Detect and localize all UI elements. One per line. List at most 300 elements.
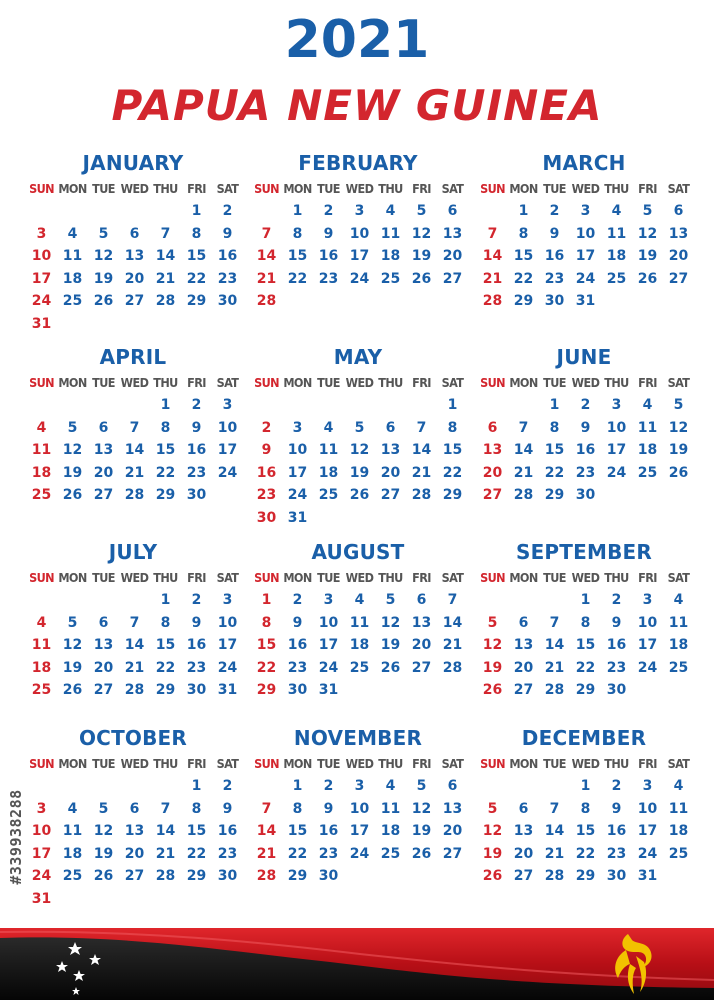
day-cell: 21 (124, 659, 145, 676)
day-cell: 17 (637, 637, 658, 653)
day-cell: 20 (442, 248, 463, 264)
day-cell: 28 (124, 487, 145, 503)
day-blank (313, 394, 344, 417)
day-cell: 10 (637, 614, 658, 631)
weekday-header-sat: SAT (667, 375, 690, 390)
day-cell: 1 (580, 592, 591, 608)
day-cell: 13 (513, 637, 534, 653)
weekday-header-sun: SUN (480, 756, 505, 771)
month-name: JULY (108, 540, 158, 564)
day-blank (477, 394, 508, 417)
day-cell: 23 (186, 464, 207, 481)
weekday-header-mon: MON (509, 570, 538, 585)
day-cell: 14 (124, 442, 145, 458)
day-cell: 14 (256, 823, 277, 839)
day-cell: 22 (513, 270, 534, 287)
day-cell: 16 (318, 823, 339, 839)
day-cell: 7 (416, 419, 427, 436)
day-cell: 23 (318, 845, 339, 862)
day-cell: 31 (31, 890, 52, 907)
day-cell: 27 (442, 270, 463, 287)
day-cell: 16 (606, 823, 627, 839)
day-blank (477, 200, 508, 223)
day-cell: 17 (217, 442, 238, 458)
weekday-header-fri: FRI (638, 570, 657, 585)
day-cell: 15 (544, 442, 565, 458)
day-cell: 9 (580, 419, 591, 436)
day-cell: 23 (606, 845, 627, 862)
day-cell: 13 (482, 442, 503, 458)
day-cell: 2 (323, 778, 334, 794)
weekday-header-sat: SAT (216, 181, 239, 196)
day-cell: 7 (549, 614, 560, 631)
day-blank (251, 200, 282, 223)
day-blank (57, 775, 88, 798)
weekday-header-thu: THU (604, 375, 629, 390)
weekday-header-tue: TUE (543, 756, 566, 771)
day-cell: 6 (416, 592, 427, 608)
weekday-header-wed: WED (120, 756, 149, 771)
month-september (477, 537, 691, 702)
day-cell: 19 (482, 659, 503, 676)
day-cell: 7 (261, 800, 272, 817)
weekday-header-sat: SAT (441, 570, 464, 585)
day-cell: 2 (323, 203, 334, 219)
day-cell: 27 (380, 487, 401, 503)
weekday-header-sun: SUN (29, 756, 54, 771)
day-cell: 26 (668, 464, 689, 481)
day-cell: 7 (160, 225, 171, 242)
weekday-header-sat: SAT (216, 375, 239, 390)
day-cell: 27 (93, 682, 114, 698)
weekday-header-thu: THU (378, 375, 403, 390)
day-cell: 17 (31, 270, 52, 287)
day-cell: 14 (482, 248, 503, 264)
day-cell: 29 (442, 487, 463, 503)
day-cell: 5 (67, 614, 78, 631)
day-cell: 8 (518, 225, 529, 242)
day-cell: 31 (287, 509, 308, 526)
day-cell: 31 (318, 682, 339, 698)
day-cell: 6 (447, 203, 458, 219)
weekday-header-mon: MON (283, 570, 312, 585)
month-day-grid (26, 178, 240, 335)
day-cell: 18 (637, 442, 658, 458)
day-cell: 8 (160, 614, 171, 631)
day-cell: 24 (637, 845, 658, 862)
day-cell: 3 (611, 397, 622, 413)
day-cell: 17 (349, 823, 370, 839)
day-cell: 25 (380, 845, 401, 862)
day-cell: 11 (62, 248, 83, 264)
day-cell: 12 (349, 442, 370, 458)
weekday-header-wed: WED (345, 181, 374, 196)
day-cell: 11 (380, 225, 401, 242)
day-cell: 5 (673, 397, 684, 413)
day-cell: 20 (513, 659, 534, 676)
day-cell: 6 (518, 614, 529, 631)
day-cell: 26 (411, 845, 432, 862)
day-cell: 6 (487, 419, 498, 436)
weekday-header-thu: THU (378, 756, 403, 771)
weekday-header-thu: THU (153, 756, 178, 771)
day-blank (282, 394, 313, 417)
day-cell: 1 (191, 778, 202, 794)
day-cell: 2 (580, 397, 591, 413)
day-cell: 2 (292, 592, 303, 608)
weekday-header-sat: SAT (216, 570, 239, 585)
day-cell: 16 (544, 248, 565, 264)
day-cell: 5 (487, 614, 498, 631)
day-cell: 24 (217, 659, 238, 676)
day-cell: 28 (513, 487, 534, 503)
day-cell: 21 (482, 270, 503, 287)
weekday-header-fri: FRI (412, 181, 431, 196)
day-cell: 14 (411, 442, 432, 458)
day-cell: 29 (513, 293, 534, 309)
day-cell: 15 (256, 637, 277, 653)
day-cell: 26 (62, 487, 83, 503)
day-cell: 5 (642, 203, 653, 219)
day-cell: 10 (637, 800, 658, 817)
day-cell: 18 (380, 823, 401, 839)
day-cell: 20 (411, 637, 432, 653)
day-cell: 20 (442, 823, 463, 839)
weekday-header-fri: FRI (187, 375, 206, 390)
day-cell: 17 (31, 845, 52, 862)
day-blank (119, 200, 150, 223)
day-cell: 26 (93, 293, 114, 309)
day-cell: 16 (186, 442, 207, 458)
day-cell: 19 (668, 442, 689, 458)
day-cell: 9 (191, 419, 202, 436)
weekday-header-sat: SAT (441, 756, 464, 771)
day-cell: 31 (31, 315, 52, 332)
day-blank (57, 394, 88, 417)
day-blank (477, 775, 508, 798)
day-cell: 9 (611, 614, 622, 631)
weekday-header-wed: WED (120, 570, 149, 585)
day-cell: 4 (611, 203, 622, 219)
day-cell: 26 (637, 270, 658, 287)
day-cell: 23 (606, 659, 627, 676)
day-cell: 15 (575, 637, 596, 653)
month-day-grid (26, 753, 240, 910)
weekday-header-thu: THU (604, 756, 629, 771)
day-cell: 11 (668, 800, 689, 817)
day-cell: 31 (637, 868, 658, 884)
day-cell: 14 (256, 248, 277, 264)
day-cell: 17 (287, 464, 308, 481)
day-cell: 23 (256, 487, 277, 503)
day-cell: 12 (411, 800, 432, 817)
day-cell: 7 (518, 419, 529, 436)
day-cell: 4 (323, 419, 334, 436)
day-cell: 12 (380, 614, 401, 631)
day-cell: 8 (261, 614, 272, 631)
day-cell: 24 (287, 487, 308, 503)
day-blank (539, 775, 570, 798)
weekday-header-mon: MON (283, 375, 312, 390)
day-cell: 22 (287, 845, 308, 862)
day-cell: 2 (222, 203, 233, 219)
day-cell: 9 (191, 614, 202, 631)
day-cell: 16 (575, 442, 596, 458)
day-cell: 15 (155, 442, 176, 458)
day-cell: 14 (544, 823, 565, 839)
day-cell: 20 (380, 464, 401, 481)
day-cell: 30 (606, 868, 627, 884)
day-cell: 13 (442, 225, 463, 242)
day-cell: 2 (549, 203, 560, 219)
day-cell: 18 (380, 248, 401, 264)
flag-banner (0, 928, 714, 1000)
weekday-header-mon: MON (58, 570, 87, 585)
weekday-header-wed: WED (571, 375, 600, 390)
weekday-header-fri: FRI (187, 181, 206, 196)
day-cell: 13 (124, 248, 145, 264)
day-cell: 5 (354, 419, 365, 436)
day-cell: 3 (354, 203, 365, 219)
day-cell: 14 (155, 823, 176, 839)
day-cell: 17 (349, 248, 370, 264)
day-cell: 6 (98, 419, 109, 436)
day-cell: 10 (349, 800, 370, 817)
weekday-header-fri: FRI (412, 375, 431, 390)
day-cell: 4 (642, 397, 653, 413)
month-name: MARCH (542, 151, 626, 175)
month-december (477, 723, 691, 888)
weekday-header-sat: SAT (667, 181, 690, 196)
day-cell: 14 (155, 248, 176, 264)
day-cell: 1 (549, 397, 560, 413)
day-cell: 11 (31, 637, 52, 653)
day-cell: 4 (67, 800, 78, 817)
day-cell: 26 (380, 659, 401, 676)
weekday-header-sun: SUN (254, 756, 279, 771)
weekday-header-sun: SUN (480, 570, 505, 585)
day-blank (251, 775, 282, 798)
day-cell: 13 (668, 225, 689, 242)
day-cell: 3 (292, 419, 303, 436)
day-cell: 25 (637, 464, 658, 481)
day-cell: 28 (155, 868, 176, 884)
day-cell: 20 (93, 464, 114, 481)
day-blank (26, 200, 57, 223)
stock-watermark (6, 752, 26, 922)
day-cell: 23 (186, 659, 207, 676)
day-cell: 2 (222, 778, 233, 794)
weekday-header-wed: WED (345, 570, 374, 585)
month-day-grid (477, 753, 691, 888)
day-cell: 27 (513, 868, 534, 884)
day-cell: 29 (155, 487, 176, 503)
day-cell: 19 (62, 464, 83, 481)
day-cell: 9 (222, 800, 233, 817)
day-cell: 22 (186, 270, 207, 287)
day-cell: 25 (668, 845, 689, 862)
day-cell: 10 (287, 442, 308, 458)
weekday-header-fri: FRI (187, 570, 206, 585)
month-name: FEBRUARY (298, 151, 418, 175)
day-cell: 15 (513, 248, 534, 264)
day-cell: 22 (155, 659, 176, 676)
day-cell: 13 (124, 823, 145, 839)
day-cell: 23 (318, 270, 339, 287)
day-cell: 27 (442, 845, 463, 862)
day-cell: 18 (668, 637, 689, 653)
day-cell: 28 (482, 293, 503, 309)
weekday-header-tue: TUE (543, 181, 566, 196)
weekday-header-wed: WED (571, 756, 600, 771)
month-july (26, 537, 240, 702)
day-cell: 19 (637, 248, 658, 264)
weekday-header-fri: FRI (638, 181, 657, 196)
day-cell: 9 (222, 225, 233, 242)
day-cell: 20 (124, 270, 145, 287)
day-cell: 10 (217, 419, 238, 436)
day-blank (57, 200, 88, 223)
day-cell: 16 (256, 464, 277, 481)
day-cell: 27 (124, 868, 145, 884)
day-cell: 21 (544, 845, 565, 862)
month-day-grid (477, 567, 691, 702)
day-cell: 14 (442, 614, 463, 631)
day-cell: 25 (349, 659, 370, 676)
day-cell: 10 (31, 823, 52, 839)
day-cell: 18 (318, 464, 339, 481)
day-cell: 27 (513, 682, 534, 698)
day-cell: 15 (155, 637, 176, 653)
day-cell: 18 (62, 845, 83, 862)
day-cell: 8 (160, 419, 171, 436)
month-may (251, 342, 465, 529)
weekday-header-tue: TUE (317, 756, 340, 771)
weekday-header-wed: WED (345, 756, 374, 771)
day-cell: 24 (318, 659, 339, 676)
day-cell: 18 (606, 248, 627, 264)
day-cell: 16 (287, 637, 308, 653)
weekday-header-sun: SUN (480, 181, 505, 196)
day-cell: 8 (191, 800, 202, 817)
day-cell: 16 (186, 637, 207, 653)
month-name: NOVEMBER (293, 726, 423, 750)
day-cell: 25 (62, 868, 83, 884)
day-cell: 29 (575, 868, 596, 884)
day-cell: 10 (606, 419, 627, 436)
day-blank (88, 775, 119, 798)
month-february (251, 148, 465, 313)
weekday-header-thu: THU (153, 375, 178, 390)
day-cell: 5 (98, 800, 109, 817)
day-cell: 23 (544, 270, 565, 287)
weekday-header-thu: THU (153, 181, 178, 196)
day-cell: 19 (93, 845, 114, 862)
month-name: DECEMBER (521, 726, 647, 750)
day-cell: 26 (349, 487, 370, 503)
day-cell: 25 (62, 293, 83, 309)
day-cell: 4 (36, 614, 47, 631)
weekday-header-fri: FRI (187, 756, 206, 771)
day-cell: 29 (155, 682, 176, 698)
day-cell: 14 (544, 637, 565, 653)
weekday-header-fri: FRI (412, 570, 431, 585)
day-blank (508, 394, 539, 417)
day-cell: 9 (611, 800, 622, 817)
day-cell: 1 (292, 203, 303, 219)
month-march (477, 148, 691, 313)
month-day-grid (477, 372, 691, 507)
month-name: SEPTEMBER (515, 540, 653, 564)
day-cell: 24 (217, 464, 238, 481)
weekday-header-sat: SAT (216, 756, 239, 771)
day-cell: 21 (155, 270, 176, 287)
day-cell: 22 (256, 659, 277, 676)
day-cell: 13 (513, 823, 534, 839)
day-cell: 22 (544, 464, 565, 481)
day-blank (508, 589, 539, 612)
weekday-header-mon: MON (509, 756, 538, 771)
day-cell: 1 (160, 397, 171, 413)
weekday-header-sun: SUN (29, 375, 54, 390)
day-cell: 7 (487, 225, 498, 242)
weekday-header-wed: WED (120, 375, 149, 390)
day-cell: 3 (323, 592, 334, 608)
day-cell: 21 (411, 464, 432, 481)
day-cell: 21 (544, 659, 565, 676)
weekday-header-tue: TUE (92, 756, 115, 771)
day-cell: 28 (155, 293, 176, 309)
day-cell: 20 (482, 464, 503, 481)
day-cell: 11 (318, 442, 339, 458)
day-cell: 2 (611, 592, 622, 608)
day-cell: 6 (98, 614, 109, 631)
weekday-header-thu: THU (153, 570, 178, 585)
day-cell: 26 (482, 682, 503, 698)
day-cell: 1 (580, 778, 591, 794)
day-cell: 25 (380, 270, 401, 287)
weekday-header-mon: MON (283, 181, 312, 196)
day-cell: 3 (36, 225, 47, 242)
month-october (26, 723, 240, 910)
month-november (251, 723, 465, 888)
day-cell: 21 (155, 845, 176, 862)
day-cell: 17 (637, 823, 658, 839)
day-cell: 20 (93, 659, 114, 676)
day-cell: 10 (575, 225, 596, 242)
day-blank (150, 775, 181, 798)
day-cell: 6 (385, 419, 396, 436)
day-blank (344, 394, 375, 417)
day-cell: 1 (292, 778, 303, 794)
month-day-grid (26, 567, 240, 702)
day-cell: 30 (606, 682, 627, 698)
day-cell: 25 (318, 487, 339, 503)
day-cell: 25 (606, 270, 627, 287)
day-cell: 6 (129, 800, 140, 817)
weekday-header-thu: THU (604, 570, 629, 585)
day-cell: 12 (482, 823, 503, 839)
day-blank (508, 775, 539, 798)
country-title: PAPUA NEW GUINEA (111, 81, 603, 130)
day-cell: 7 (129, 419, 140, 436)
day-cell: 9 (549, 225, 560, 242)
weekday-header-fri: FRI (638, 756, 657, 771)
day-blank (26, 775, 57, 798)
weekday-header-tue: TUE (317, 375, 340, 390)
day-cell: 2 (261, 419, 272, 436)
day-cell: 18 (31, 464, 52, 481)
